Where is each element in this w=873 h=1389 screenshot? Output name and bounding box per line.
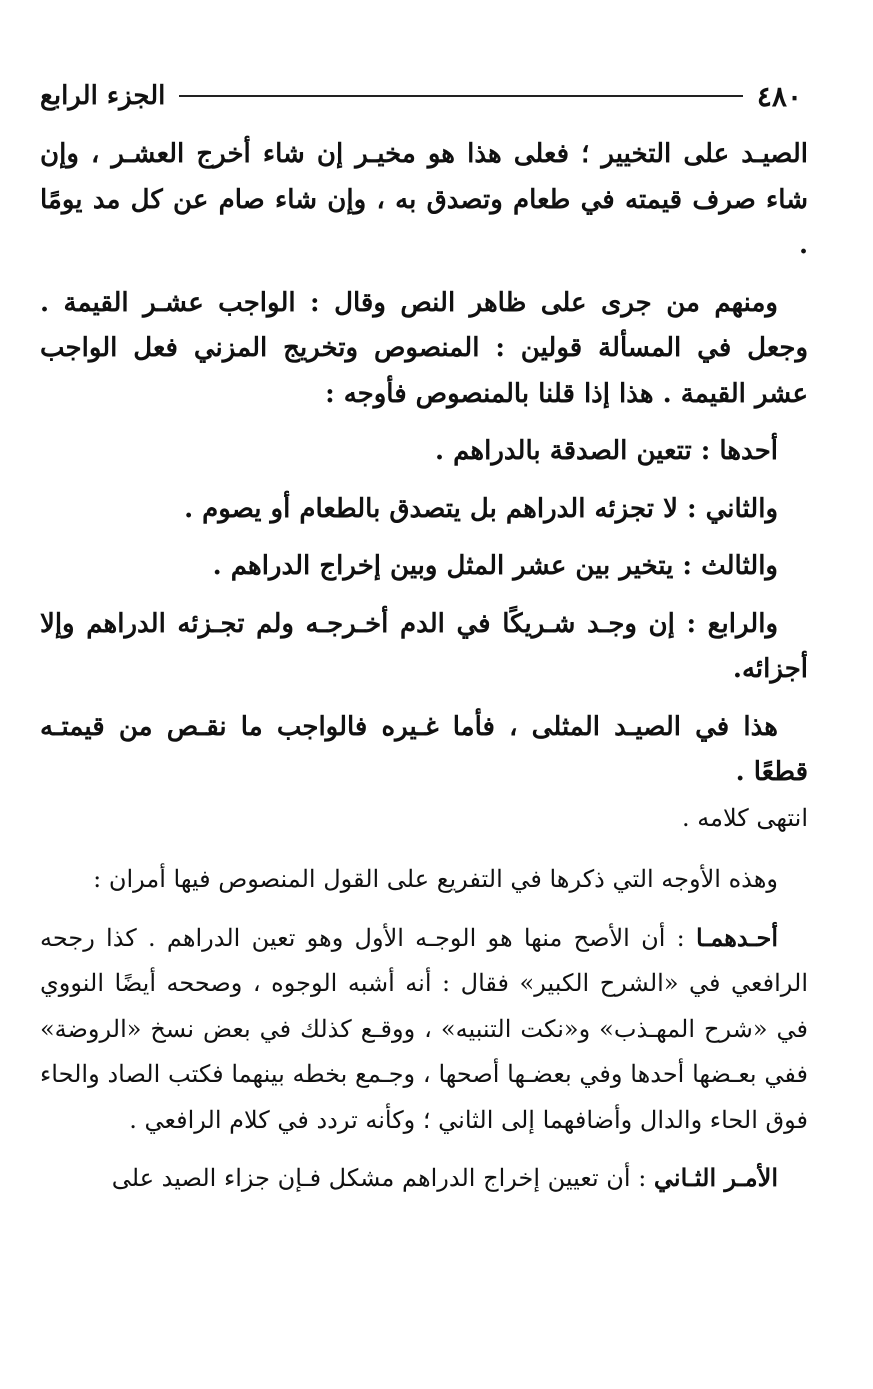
paragraph-8: وهذه الأوجه التي ذكرها في التفريع على القول المنصوص فيها أمران : <box>93 865 778 893</box>
paragraph-1: الصيـد على التخيير ؛ فعلى هذا هو مخيـر إن شاء أخرج العشـر ، وإن شاء صرف قيمته في طعام وتصدق به ، وإن شاء صام عن كل مد يومًا . <box>40 139 808 260</box>
paragraph-9 <box>40 915 808 1144</box>
paragraph-5: والثالث : يتخير بين عشر المثل وبين إخراج الدراهم . <box>212 551 778 581</box>
page-header <box>40 76 802 116</box>
paragraph-7-end: انتهى كلامه . <box>681 803 808 832</box>
paragraph-7: هذا في الصيـد المثلى ، فأما غـيره فالواجب ما نقـص من قيمتـه قطعًا . <box>40 711 808 787</box>
body-text <box>40 132 808 1202</box>
paragraph-9-text: : أن الأصح منها هو الوجـه الأول وهو تعين الدراهم . كذا رجحه الرافعي في «الشرح الكبير» فقال : أنه أشبه الوجوه ، وصححه أيضًا النووي في «شرح المهـذب» و«نكت التنبيه» ، ووقـع كذلك في بعض نسخ «الروضة» ففي بعـضها أحدها وفي بعضـها أصحها ، وجـمع بخطه بينهما فكتب الصاد والحاء فوق الحاء والدال وأضافهما إلى الثاني ؛ وكأنه تردد في كلام الرافعي . <box>40 923 808 1134</box>
header-rule <box>179 95 743 97</box>
paragraph-3: أحدها : تتعين الصدقة بالدراهم . <box>435 436 778 466</box>
paragraph-2: ومنهم من جرى على ظاهر النص وقال : الواجب عشـر القيمة . وجعل في المسألة قولين : المنصوص وتخريج المزني فعل الواجب عشر القيمة . هذا إذا قلنا بالمنصوص فأوجه : <box>40 287 808 409</box>
running-title: الجزء الرابع <box>40 81 166 111</box>
paragraph-10 <box>40 1155 808 1202</box>
page-number: ٤٨٠ <box>756 79 802 113</box>
paragraph-9-lead: أحـدهمـا <box>695 922 778 952</box>
paragraph-4: والثاني : لا تجزئه الدراهم بل يتصدق بالطعام أو يصوم . <box>184 493 778 524</box>
paragraph-10-lead: الأمـر الثـاني <box>653 1163 778 1192</box>
paragraph-6: والرابع : إن وجـد شـريكًا في الدم أخـرجـه ولم تجـزئه الدراهم وإلا أجزائه. <box>40 608 808 684</box>
paragraph-10-text: : أن تعيين إخراج الدراهم مشكل فـإن جزاء الصيد على <box>111 1164 654 1192</box>
